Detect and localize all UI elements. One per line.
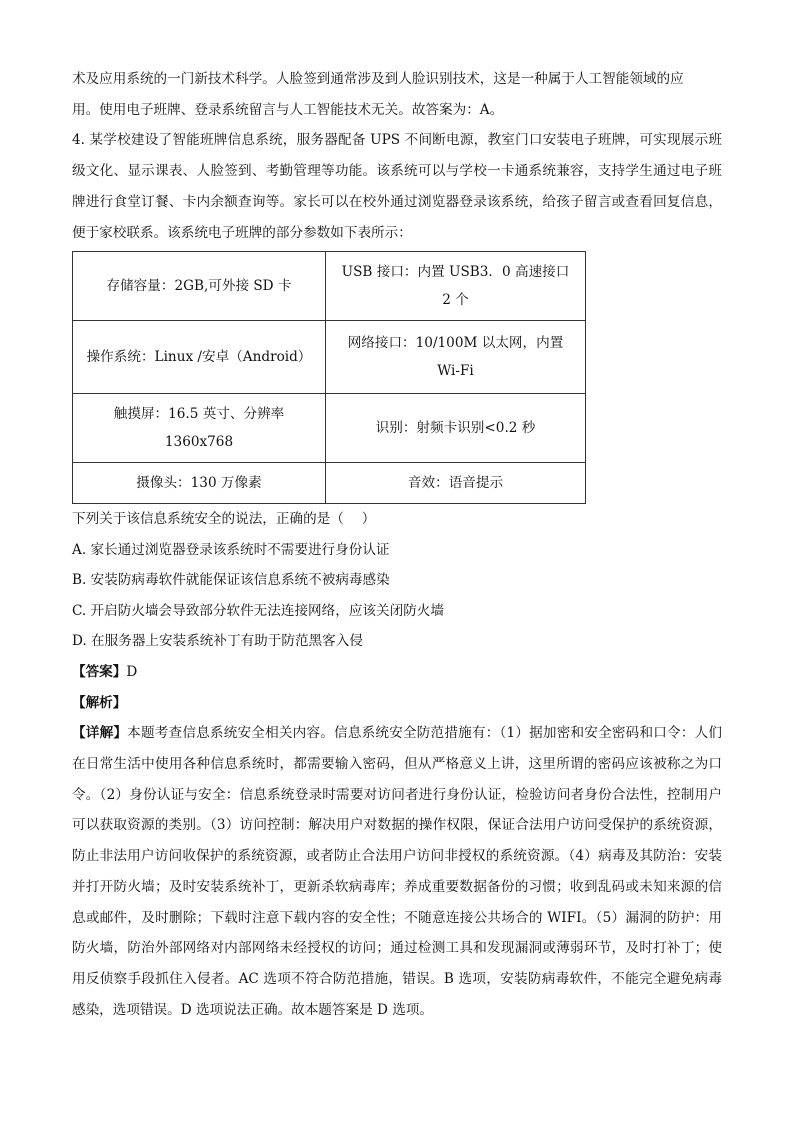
analysis-detail bbox=[72, 718, 722, 1025]
analysis-label: 【解析】 bbox=[72, 694, 127, 711]
detail-label: 【详解】 bbox=[72, 725, 128, 742]
table-cell: 触摸屏：16.5 英寸、分辨率 1360x768 bbox=[73, 394, 326, 463]
table-cell: 摄像头：130 万像素 bbox=[73, 463, 326, 504]
table-cell: 存储容量：2GB,可外接 SD 卡 bbox=[73, 252, 326, 321]
table-cell: 识别：射频卡识别<0.2 秒 bbox=[326, 394, 586, 463]
table-row bbox=[73, 463, 586, 504]
option-list bbox=[72, 535, 722, 657]
intro-line-2: 用。使用电子班牌、登录系统留言与人工智能技术无关。故答案为：A。 bbox=[72, 101, 504, 118]
table-cell: USB 接口：内置 USB3．0 高速接口 2 个 bbox=[326, 252, 586, 321]
intro-line-1: 术及应用系统的一门新技术科学。人脸签到通常涉及到人脸识别技术，这是一种属于人工智能领域的应 bbox=[72, 71, 684, 87]
document-page bbox=[72, 64, 722, 1025]
answer-value: D bbox=[126, 663, 138, 680]
table-row bbox=[73, 394, 586, 463]
table-cell: 网络接口：10/100M 以太网，内置 Wi-Fi bbox=[326, 321, 586, 394]
answer-label: 【答案】 bbox=[72, 663, 127, 680]
option-c: C. 开启防火墙会导致部分软件无法连接网络，应该关闭防火墙 bbox=[72, 602, 444, 619]
question-stem: 4. 某学校建设了智能班牌信息系统，服务器配备 UPS 不间断电源，教室门口安装电子班牌，可实现展示班级文化、显示课表、人脸签到、考勤管理等功能。该系统可以与学校一卡通系统兼容，支持学生通过电子班牌进行食堂订餐、卡内余额查询等。家长可以在校外通过浏览器登录该系统，给孩子留言或查看回复信息，便于家校联系。该系统电子班牌的部分参数如下表所示： bbox=[72, 132, 722, 241]
table-cell: 音效：语音提示 bbox=[326, 463, 586, 504]
analysis-heading bbox=[72, 688, 722, 719]
option-d: D. 在服务器上安装系统补丁有助于防范黑客入侵 bbox=[72, 633, 363, 650]
parameter-table bbox=[72, 251, 586, 504]
table-cell: 操作系统：Linux /安卓（Android） bbox=[73, 321, 326, 394]
table-row bbox=[73, 252, 586, 321]
option-a: A. 家长通过浏览器登录该系统时不需要进行身份认证 bbox=[72, 541, 390, 558]
answer-line bbox=[72, 657, 722, 688]
detail-text: 本题考查信息系统安全相关内容。信息系统安全防范措施有：（1）据加密和安全密码和口令：人们在日常生活中使用各种信息系统时，都需要输入密码，但从严格意义上讲，这里所谓的密码应该被称之为口令。（2）身份认证与安全：信息系统登录时需要对访问者进行身份认证，检验访问者身份合法性，控制用户可以获取资源的类别。（3）访问控制：解决用户对数据的操作权限，保证合法用户访问受保护的系统资源，防止非法用户访问收保护的系统资源，或者防止合法用户访问非授权的系统资源。（4）病毒及其防治：安装并打开防火墙；及时安装系统补丁，更新杀软病毒库；养成重要数据备份的习惯；收到乱码或未知来源的信息或邮件，及时删除；下载时注意下载内容的安全性；不随意连接公共场合的 WIFI。（5）漏洞的防护：用防火墙，防治外部网络对内部网络未经授权的访问；通过检测工具和发现漏洞或薄弱环节，及时打补丁；使用反侦察手段抓住入侵者。AC 选项不符合防范措施，错误。B 选项，安装防病毒软件，不能完全避免病毒感染，选项错误。D 选项说法正确。故本题答案是 D 选项。 bbox=[72, 725, 722, 1018]
option-b: B. 安装防病毒软件就能保证该信息系统不被病毒感染 bbox=[72, 572, 390, 589]
question-prompt: 下列关于该信息系统安全的说法，正确的是（ ） bbox=[72, 511, 376, 528]
table-row bbox=[73, 321, 586, 394]
